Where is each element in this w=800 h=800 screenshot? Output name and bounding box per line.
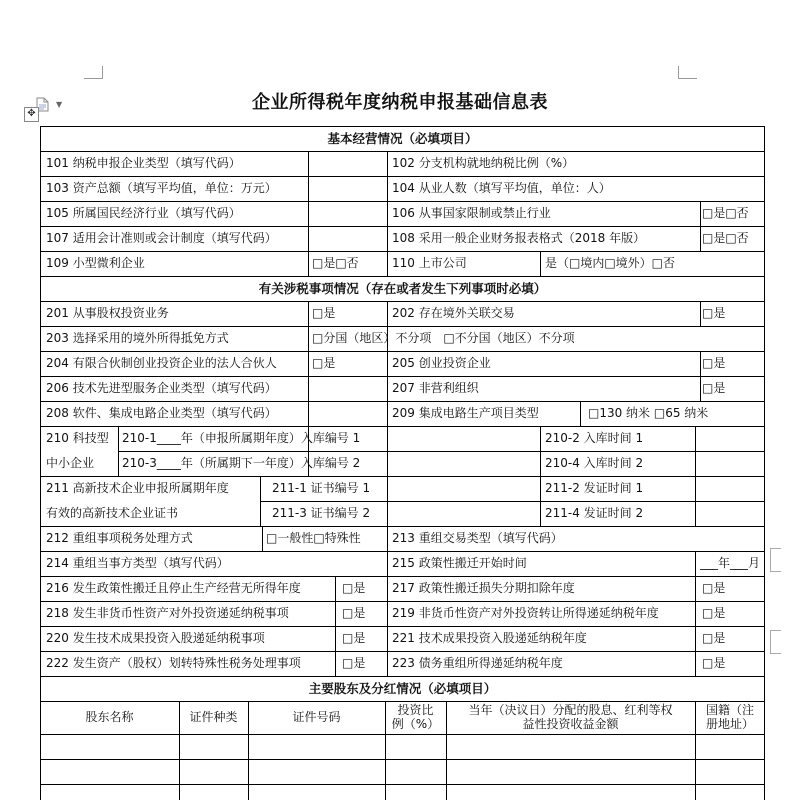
column-header-ratio-line-1: 投资比 xyxy=(397,703,434,717)
row-211-1-label: 211-1 证书编号 1 xyxy=(272,481,371,495)
row-205-checkbox[interactable]: □是 xyxy=(702,356,726,370)
row-209-label: 209 集成电路生产项目类型 xyxy=(392,406,539,420)
section-shareholders-title: 主要股东及分红情况（必填项目） xyxy=(308,681,497,696)
row-222-checkbox[interactable]: □是 xyxy=(342,656,366,670)
row-202-checkbox[interactable]: □是 xyxy=(702,306,726,320)
row-210-4-label: 210-4 入库时间 2 xyxy=(545,456,644,470)
row-221-label: 221 技术成果投资入股递延纳税年度 xyxy=(392,631,587,645)
row-109-checkbox[interactable]: □是□否 xyxy=(312,256,359,270)
row-106-checkbox[interactable]: □是□否 xyxy=(702,206,749,220)
row-215-date[interactable]: ___年___月 xyxy=(700,556,761,570)
row-211-label-2: 有效的高新技术企业证书 xyxy=(46,506,179,520)
row-210-label: 210 科技型 xyxy=(46,431,109,445)
row-104-label: 104 从业人数（填写平均值，单位：人） xyxy=(392,181,611,195)
row-217-label: 217 政策性搬迁损失分期扣除年度 xyxy=(392,581,575,595)
tax-info-table xyxy=(40,126,765,800)
column-header-cert-type: 证件种类 xyxy=(189,710,238,724)
row-213-label: 213 重组交易类型（填写代码） xyxy=(392,531,563,545)
row-216-label: 216 发生政策性搬迁且停止生产经营无所得年度 xyxy=(46,581,301,595)
row-109-label: 109 小型微利企业 xyxy=(46,256,145,270)
row-217-checkbox[interactable]: □是 xyxy=(702,581,726,595)
row-110-label: 110 上市公司 xyxy=(392,256,467,270)
table-move-handle-icon[interactable]: ✥ xyxy=(24,107,39,122)
row-212-options[interactable]: □一般性□特殊性 xyxy=(266,531,361,545)
row-201-checkbox[interactable]: □是 xyxy=(312,306,336,320)
column-header-cert-number: 证件号码 xyxy=(292,710,341,724)
row-202-label: 202 存在境外关联交易 xyxy=(392,306,515,320)
row-205-label: 205 创业投资企业 xyxy=(392,356,491,370)
row-214-label: 214 重组当事方类型（填写代码） xyxy=(46,556,229,570)
row-201-label: 201 从事股权投资业务 xyxy=(46,306,169,320)
row-209-options[interactable]: □130 纳米 □65 纳米 xyxy=(588,406,709,420)
row-216-checkbox[interactable]: □是 xyxy=(342,581,366,595)
column-header-shareholder-name: 股东名称 xyxy=(85,710,134,724)
column-header-ratio-line-2: 例（%） xyxy=(391,717,440,731)
row-110-checkbox[interactable]: 是（□境内□境外）□否 xyxy=(545,256,676,270)
row-223-label: 223 债务重组所得递延纳税年度 xyxy=(392,656,563,670)
section-tax-title: 有关涉税事项情况（存在或者发生下列事项时必填） xyxy=(258,281,547,296)
row-211-3-label: 211-3 证书编号 2 xyxy=(272,506,371,520)
row-108-checkbox[interactable]: □是□否 xyxy=(702,231,749,245)
row-220-checkbox[interactable]: □是 xyxy=(342,631,366,645)
row-203-label: 203 选择采用的境外所得抵免方式 xyxy=(46,331,229,345)
row-210-label-2: 中小企业 xyxy=(46,456,95,470)
row-106-label: 106 从事国家限制或禁止行业 xyxy=(392,206,551,220)
column-header-dividend-line-1: 当年（决议日）分配的股息、红利等权 xyxy=(468,703,673,717)
row-101-label: 101 纳税申报企业类型（填写代码） xyxy=(46,156,241,170)
row-resize-marker xyxy=(770,630,781,654)
row-219-label: 219 非货币性资产对外投资转让所得递延纳税年度 xyxy=(392,606,659,620)
row-222-label: 222 发生资产（股权）划转特殊性税务处理事项 xyxy=(46,656,301,670)
row-207-label: 207 非营利组织 xyxy=(392,381,479,395)
row-215-label: 215 政策性搬迁开始时间 xyxy=(392,556,527,570)
row-102-label: 102 分支机构就地纳税比例（%） xyxy=(392,156,575,170)
column-header-dividend xyxy=(446,703,695,731)
column-header-nationality-line-1: 国籍（注 xyxy=(705,703,754,717)
column-header-ratio xyxy=(385,703,446,731)
row-resize-marker xyxy=(770,548,781,572)
row-220-label: 220 发生技术成果投资入股递延纳税事项 xyxy=(46,631,265,645)
row-207-checkbox[interactable]: □是 xyxy=(702,381,726,395)
page-title: 企业所得税年度纳税申报基础信息表 xyxy=(252,92,548,113)
row-204-label: 204 有限合伙制创业投资企业的法人合伙人 xyxy=(46,356,277,370)
section-basic-title: 基本经营情况（必填项目） xyxy=(327,131,478,146)
row-211-4-label: 211-4 发证时间 2 xyxy=(545,506,644,520)
row-203-options[interactable]: □分国（地区）不分项 □不分国（地区）不分项 xyxy=(312,331,575,345)
column-header-nationality xyxy=(695,703,765,731)
row-206-label: 206 技术先进型服务企业类型（填写代码） xyxy=(46,381,277,395)
crop-mark-top-right xyxy=(678,66,697,79)
crop-mark-top-left xyxy=(84,66,103,79)
row-210-3-label: 210-3____年（所属期下一年度）入库编号 2 xyxy=(122,456,361,470)
row-212-label: 212 重组事项税务处理方式 xyxy=(46,531,193,545)
row-204-checkbox[interactable]: □是 xyxy=(312,356,336,370)
chevron-down-icon[interactable]: ▼ xyxy=(56,100,63,109)
column-header-nationality-line-2: 册地址） xyxy=(705,717,754,731)
row-218-checkbox[interactable]: □是 xyxy=(342,606,366,620)
row-107-label: 107 适用会计准则或会计制度（填写代码） xyxy=(46,231,277,245)
row-103-label: 103 资产总额（填写平均值，单位：万元） xyxy=(46,181,277,195)
row-208-label: 208 软件、集成电路企业类型（填写代码） xyxy=(46,406,277,420)
row-223-checkbox[interactable]: □是 xyxy=(702,656,726,670)
row-210-2-label: 210-2 入库时间 1 xyxy=(545,431,644,445)
row-210-1-label: 210-1____年（申报所属期年度）入库编号 1 xyxy=(122,431,361,445)
row-211-label: 211 高新技术企业申报所属期年度 xyxy=(46,481,229,495)
row-221-checkbox[interactable]: □是 xyxy=(702,631,726,645)
column-header-dividend-line-2: 益性投资收益金额 xyxy=(522,717,619,731)
row-211-2-label: 211-2 发证时间 1 xyxy=(545,481,644,495)
row-218-label: 218 发生非货币性资产对外投资递延纳税事项 xyxy=(46,606,289,620)
row-108-label: 108 采用一般企业财务报表格式（2018 年版） xyxy=(392,231,646,245)
row-219-checkbox[interactable]: □是 xyxy=(702,606,726,620)
row-105-label: 105 所属国民经济行业（填写代码） xyxy=(46,206,241,220)
